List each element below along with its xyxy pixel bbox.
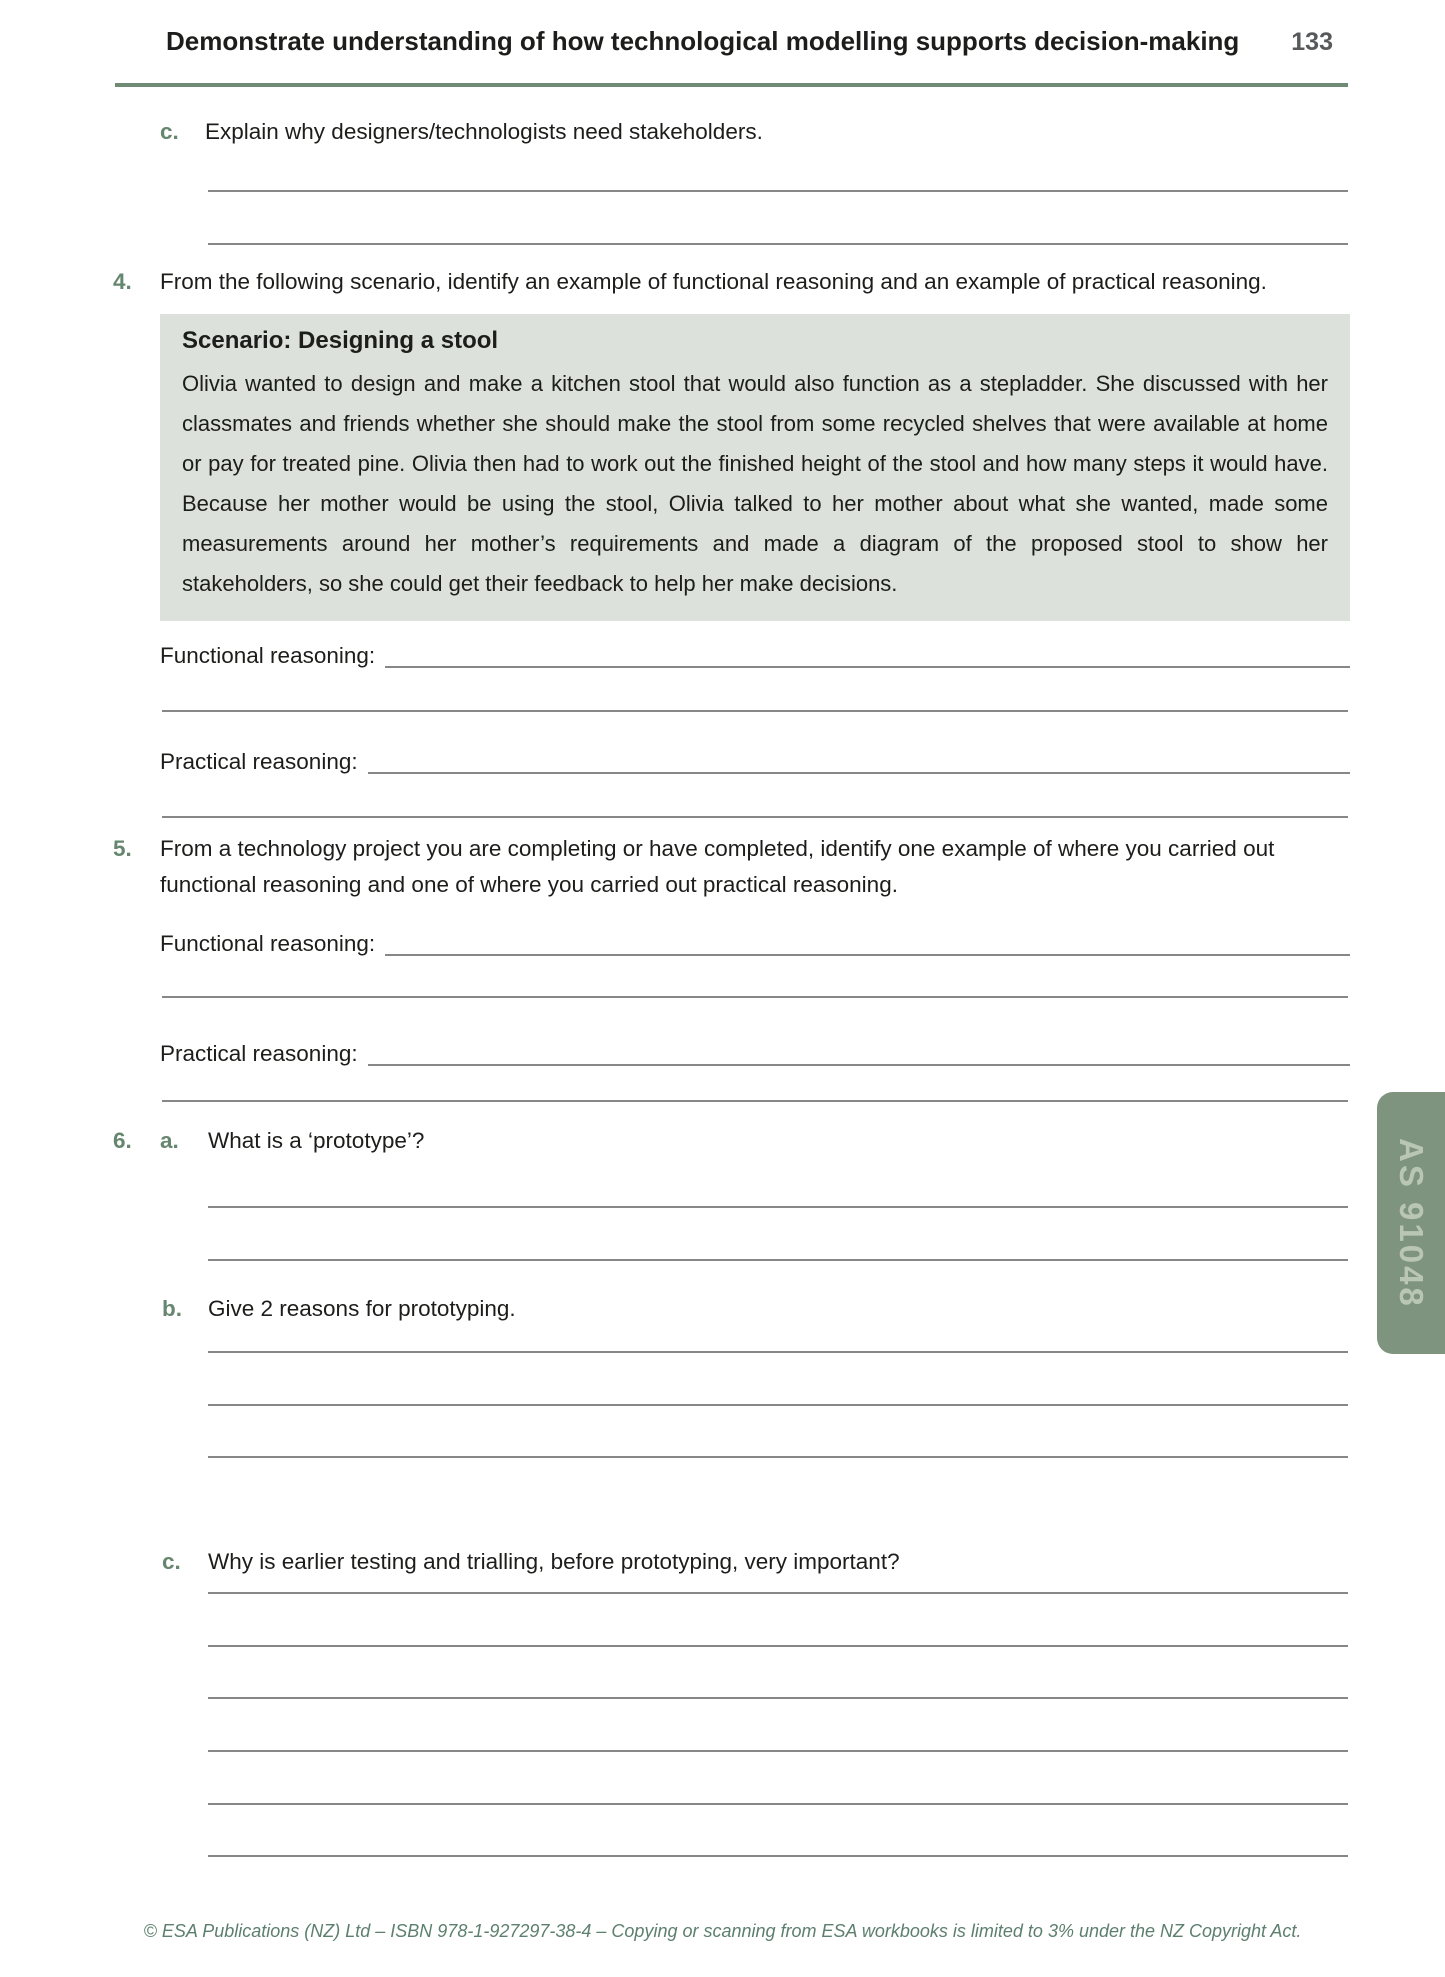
question-c-text: Explain why designers/technologists need stakeholders. [205,119,763,144]
question-4 [113,264,1350,300]
answer-line [208,1206,1348,1208]
header-rule [115,83,1348,87]
question-6a [113,1123,1350,1159]
q4-practical-reasoning-row [160,746,1350,778]
question-6a-label: a. [160,1128,179,1153]
question-6c-label: c. [162,1549,181,1574]
question-c-label: c. [160,119,179,144]
answer-line [208,1456,1348,1458]
answer-line [208,1592,1348,1594]
answer-line [162,1100,1348,1102]
page-title: Demonstrate understanding of how technological modelling supports decision-making [166,26,1240,56]
page-number: 133 [1291,28,1333,56]
question-6-number: 6. [113,1128,132,1153]
question-6a-text: What is a ‘prototype’? [208,1128,425,1153]
question-6c [162,1544,1350,1580]
answer-line [208,1855,1348,1857]
answer-line [208,1697,1348,1699]
copyright-footer: © ESA Publications (NZ) Ltd – ISBN 978-1-927297-38-4 – Copying or scanning from ESA workbooks is limited to 3% under the NZ Copyright Act. [143,1921,1302,1941]
answer-line [385,666,1350,668]
q5-functional-reasoning-label: Functional reasoning: [160,931,376,956]
answer-line [208,1803,1348,1805]
question-5-text: From a technology project you are completing or have completed, identify one example of where you carried out functional reasoning and one of where you carried out practical reasoning. [160,836,1275,897]
q4-practical-reasoning-label: Practical reasoning: [160,749,358,774]
answer-line [208,1351,1348,1353]
q5-practical-reasoning-label: Practical reasoning: [160,1041,358,1066]
question-6b-label: b. [162,1296,182,1321]
question-5-number: 5. [113,836,132,861]
scenario-box [160,314,1350,621]
q5-functional-reasoning-row [160,928,1350,960]
answer-line [368,772,1350,774]
standard-tab-label: AS 91048 [1393,1137,1430,1309]
answer-line [162,816,1348,818]
question-4-text: From the following scenario, identify an example of functional reasoning and an example of practical reasoning. [160,269,1267,294]
answer-line [208,243,1348,245]
question-c [160,114,1350,150]
scenario-body: Olivia wanted to design and make a kitchen stool that would also function as a stepladder. She discussed with her classmates and friends whether she should make the stool from some recycled shelves that were available at home or pay for treated pine. Olivia then had to work out the finished height of the stool and how many steps it would have. Because her mother would be using the stool, Olivia talked to her mother about what she wanted, made some measurements around her mother’s requirements and made a diagram of the proposed stool to show her stakeholders, so she could get their feedback to help her make decisions. [182,371,1328,596]
answer-line [385,954,1350,956]
q4-functional-reasoning-row [160,640,1350,672]
scenario-title: Scenario: Designing a stool [182,327,499,354]
answer-line [208,1645,1348,1647]
answer-line [208,1750,1348,1752]
answer-line [208,1404,1348,1406]
answer-line [208,190,1348,192]
q4-functional-reasoning-label: Functional reasoning: [160,643,376,668]
standard-tab [1377,1092,1445,1354]
answer-line [162,996,1348,998]
answer-line [208,1259,1348,1261]
question-4-number: 4. [113,269,132,294]
question-6b [162,1291,1350,1327]
q5-practical-reasoning-row [160,1038,1350,1070]
question-6b-text: Give 2 reasons for prototyping. [208,1296,516,1321]
answer-line [368,1064,1350,1066]
answer-line [162,710,1348,712]
question-5 [113,831,1350,903]
question-6c-text: Why is earlier testing and trialling, before prototyping, very important? [208,1549,900,1574]
